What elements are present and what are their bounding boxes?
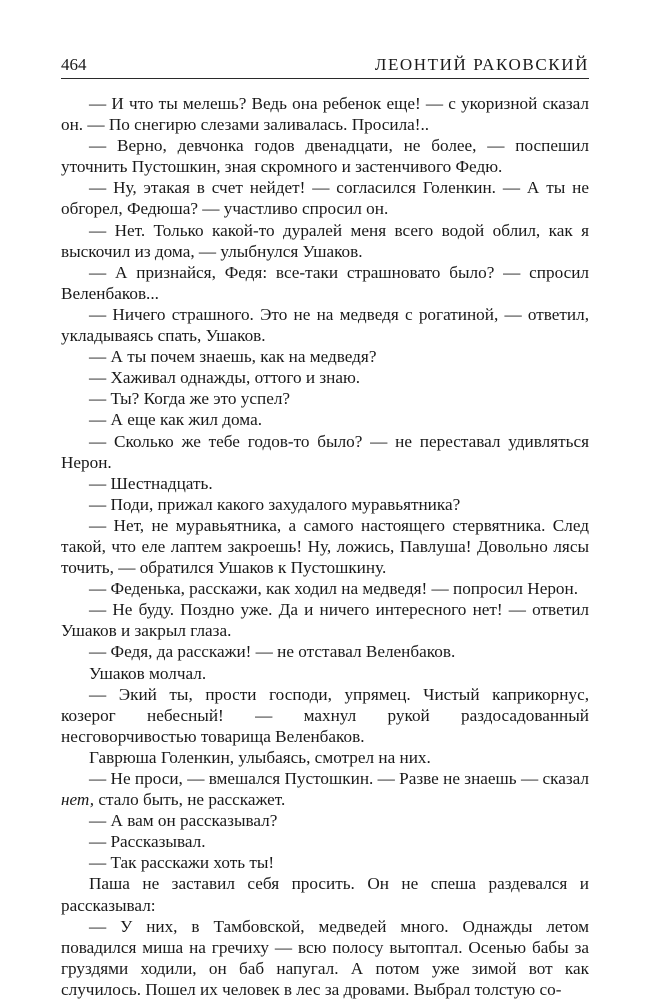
paragraph: — Сколько же тебе годов-то было? — не переставал удивляться Нерон.: [61, 431, 589, 472]
page-number: 464: [61, 55, 87, 74]
paragraph: — Хаживал однажды, оттого и знаю.: [89, 368, 361, 388]
paragraph: — Феденька, расскажи, как ходил на медведя! — попросил Нерон.: [89, 579, 579, 599]
paragraph: — Федя, да расскажи! — не отставал Веленбаков.: [89, 642, 456, 662]
page-header: [61, 52, 589, 79]
body-text: [61, 93, 589, 1000]
emphasis: нет,: [61, 790, 95, 810]
paragraph: — Экий ты, прости господи, упрямец. Чистый каприкорнус, козерог небесный! — махнул рукой раздосадованный несговорчивостью товарища Веленбаков.: [61, 684, 589, 746]
paragraph: — Так расскажи хоть ты!: [89, 853, 275, 873]
paragraph: — Нет, не муравьятника, а самого настоящего стервятника. След такой, что еле лаптем закроешь! Ну, ложись, Павлуша! Довольно лясы точить, — обратился Ушаков к Пустошкину.: [61, 515, 589, 578]
paragraph: Гаврюша Голенкин, улыбаясь, смотрел на них.: [89, 747, 431, 767]
paragraph: — Рассказывал.: [89, 832, 206, 852]
paragraph: — Ничего страшного. Это не на медведя с рогатиной, — ответил, укладываясь спать, Ушаков.: [61, 304, 589, 346]
paragraph: — Не буду. Поздно уже. Да и ничего интересного нет! — ответил Ушаков и закрыл глаза.: [61, 600, 589, 641]
paragraph: Ушаков молчал.: [89, 663, 207, 683]
paragraph: — Верно, девчонка годов двенадцати, не более, — поспешил уточнить Пустошкин, зная скромного и застенчивого Федю.: [61, 136, 589, 177]
running-head: ЛЕОНТИЙ РАКОВСКИЙ: [374, 55, 589, 74]
paragraph: — А вам он рассказывал?: [89, 811, 278, 831]
paragraph: — А ты почем знаешь, как на медведя?: [89, 347, 377, 367]
paragraph: — Не проси, — вмешался Пустошкин. — Разве не знаешь — сказал нет, стало быть, не расскажет.: [61, 769, 589, 810]
paragraph: — Ну, этакая в счет нейдет! — согласился Голенкин. — А ты не обгорел, Федюша? — участливо спросил он.: [61, 178, 589, 219]
paragraph: — Поди, прижал какого захудалого муравьятника?: [89, 494, 461, 514]
paragraph: — У них, в Тамбовской, медведей много. Однажды летом повадился миша на гречиху — всю полосу вытоптал. Осенью бабы за груздями ходили, он баб напугал. А потом уже зимой вот как случилось. Пошел их человек в лес за дровами. Выбрал толстую со-: [61, 916, 589, 999]
paragraph: — Нет. Только какой-то дуралей меня всего водой облил, как я выскочил из дома, — улыбнулся Ушаков.: [61, 220, 589, 261]
paragraph: — И что ты мелешь? Ведь она ребенок еще! — с укоризной сказал он. — По снегирю слезами заливалась. Просила!..: [61, 94, 589, 135]
paragraph: Паша не заставил себя просить. Он не спеша раздевался и рассказывал:: [61, 874, 589, 915]
book-page: [61, 52, 589, 1000]
paragraph: — А еще как жил дома.: [89, 410, 262, 430]
paragraph: — Ты? Когда же это успел?: [89, 389, 291, 409]
paragraph: — Шестнадцать.: [89, 473, 213, 493]
paragraph: — А признайся, Федя: все-таки страшновато было? — спросил Веленбаков...: [61, 262, 589, 303]
